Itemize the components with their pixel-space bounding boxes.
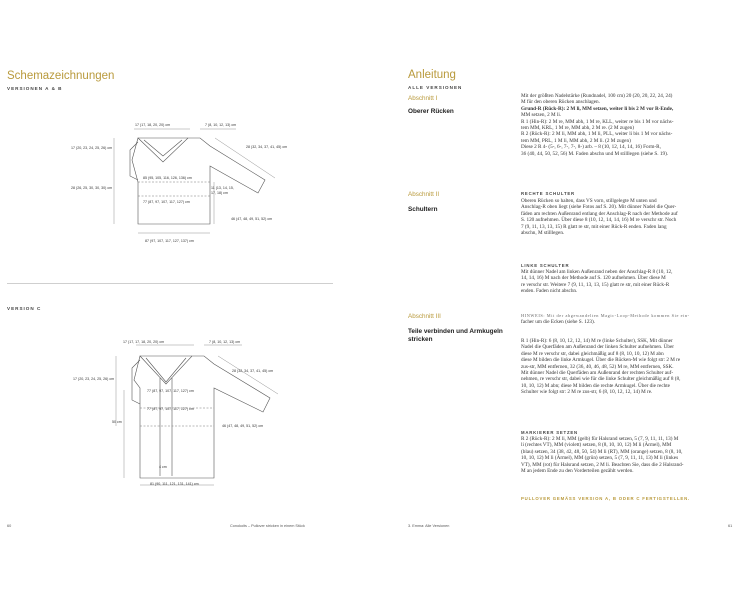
ab-measure-waist: 77 (87, 97, 107, 117, 127) cm: [143, 200, 190, 204]
closing-instruction: PULLOVER GEMÄSS VERSION A, B ODER C FERTIGSTELLEN.: [521, 496, 690, 501]
c-measure-top-neck: 17 (17, 17, 18, 20, 20) cm: [123, 340, 165, 344]
c-measure-left-upper: 17 (20, 23, 24, 25, 26) cm: [73, 377, 115, 381]
paragraph-oberer-ruecken: Mit der größten Nadelstärke (Rundnadel, 100 cm) 20 (20, 20, 22, 24, 24) M für den oberen Rücken anschlagen. Grund-R (Rück-R): 2 M li, MM setzen, weiter li bis 2 M vor R-Ende, MM setzen, 2 M li. R 1 (Hin-R): 2 M re, MM abh, 1 M re, KLL, weiter re bis 1 M vor nächs- tem MM, KRL, 1 M re, MM abh, 2 M re. (2 M zugen) R 2 (Rück-R): 2 M li, MM abh, 1 M li, PLL, weiter li bis 1 M vor nächs- tem MM, PRL, 1 M li, MM abh, 2 M li. (2 M zugen) Diese 2 R 4- (5-, 6-, 7-, 7-, 8-) arb. – 8 (10, 12, 14, 14, 16) Form-R, 36 (40, 44, 50, 52, 56) M. Faden abschn und M stilllegen (siehe S. 19).: [521, 93, 674, 157]
c-measure-chest: 77 (87, 97, 107, 117, 127) cm: [147, 389, 194, 393]
c-measure-hem: 81 (90, 111, 121, 131, 141) cm: [150, 482, 199, 486]
section-3-title: Teile verbinden und Armkugeln stricken: [408, 328, 503, 343]
ab-measure-side: 11 (13, 14, 15, 17, 18) cm: [211, 186, 234, 195]
section-1-title: Oberer Rücken: [408, 108, 454, 115]
c-measure-cuff: 46 (47, 48, 49, 51, 52) cm: [222, 424, 264, 428]
section-2-label: Abschnitt II: [408, 191, 440, 198]
c-sleeve-left: [132, 360, 140, 404]
ab-measure-hem: 87 (97, 107, 117, 127, 137) cm: [145, 239, 194, 243]
paragraph-rechte-schulter: Oberen Rücken so halten, dass VS vorn, stillgelegte M unten und Anschlag-R oben liegt (siehe Fotos auf S. 20). Mit dünner Nadel die Quer- fäden am rechten Außenrand entlang der Anschlag-R nach der Methode auf S. 120 aufnehmen. Über diese 8 (10, 12, 14, 14, 16) M re verschr str. Noch 7 (9, 11, 13, 13, 15) R glatt re str, mit einer Rück-R enden. Faden lang abschn, M stilllegen.: [521, 198, 678, 237]
ab-measure-sleeve: 28 (32, 34, 37, 41, 45) cm: [246, 145, 288, 149]
schematic-ab: [60, 120, 310, 250]
c-front-band: [146, 358, 186, 476]
c-body-outline: [134, 356, 270, 478]
c-measure-waist: 77 (87, 97, 107, 117, 127) cm: [147, 407, 194, 411]
section-2-title: Schultern: [408, 206, 438, 213]
hinweis-note: HINWEIS: Mit der abgewandelten Magic-Loop-Methode kommen Sie ein- facher um die Ecken (siehe S. 123).: [521, 313, 690, 326]
ab-measure-top-shoulder: 7 (8, 10, 12, 13) cm: [205, 123, 237, 127]
ab-measure-left-upper: 17 (20, 23, 24, 25, 26) cm: [71, 146, 113, 150]
footer-page-left: 60: [7, 524, 12, 528]
footer-page-right: 61: [728, 524, 733, 528]
section-1-label: Abschnitt I: [408, 95, 438, 102]
left-divider: [7, 283, 333, 284]
subtitle-all-versions: ALLE VERSIONEN: [408, 85, 463, 90]
footer-text-right: 3. Emma: Alle Versionen: [408, 524, 450, 528]
paragraph-linke-schulter: Mit dünner Nadel am linken Außenrand neben der Anschlag-R 8 (10, 12, 14, 14, 16) M nach der Methode auf S. 120 aufnehmen. Über diese M re verschr str. Weitere 7 (9, 11, 13, 13, 15) glatt re str, mit einer Rück-R enden. Faden nicht abschn.: [521, 269, 673, 295]
ab-measure-left-lower: 28 (26, 25, 30, 30, 30) cm: [71, 186, 113, 190]
ab-measure-chest: 85 (95, 105, 116, 126, 136) cm: [143, 176, 192, 180]
heading-rechte-schulter: RECHTE SCHULTER: [521, 191, 575, 196]
paragraph-markierer: R 2 (Rück-R): 2 M li, MM (gelb) für Halsrand setzen, 5 (7, 9, 11, 11, 13) M li (rechtes VT), MM (violett) setzen, 8 (8, 10, 10, 12) M li (Ärmel), MM (blau) setzen, 34 (38, 42, 48, 50, 54) M li (RT), MM (orange) setzen, 8 (8, 10, 10, 10, 12) M li (Ärmel), MM (grün) setzen, 5 (7, 9, 11, 11, 13) M li (linkes VT), MM (rot) für Halsrand setzen, 2 M li. Beachten Sie, dass die 2 Halsrand- M an jedem Ende zu den Vorderteilen gezählt werden.: [521, 436, 684, 475]
page-title-right: Anleitung: [408, 69, 456, 81]
schematic-c: [60, 330, 310, 500]
section-3-label: Abschnitt III: [408, 313, 441, 320]
heading-linke-schulter: LINKE SCHULTER: [521, 263, 570, 268]
c-measure-length: 50 cm: [112, 420, 122, 424]
c-measure-band: 4 cm: [159, 465, 167, 469]
ab-sleeve-left: [130, 142, 138, 180]
ab-body-outline: [132, 138, 265, 224]
paragraph-teile-verbinden: R 1 (Hin-R): 6 (8, 10, 12, 12, 14) M re (linke Schulter), SSK, Mit dünner Nadel die Querfäden am Außenrand der linken Schulter aufnehmen. Über diese M re verschr str, dabei gleichmäßig auf 8 (8, 10, 10, 12) M abn diese M bilden die linke Armkugel. Über die Rücken-M wie folgt str: 2 M re zus-str, MM entfernen, 32 (36, 40, 46, 48, 52) M re, MM entfernen, SSK. Mit dünner Nadel die Querfäden am Außenrand der rechten Schulter auf- nehmen, re verschr str, dabei wie für die linke Schulter gleichmäßig auf 8 (8, 10, 10, 12) M abn; diese M bilden die rechte Armkugel. Über die rechte Schulter wie folgt str: 2 M re zus-str, 6 (8, 10, 12, 12, 14) M re.: [521, 338, 681, 396]
ab-measure-cuff: 46 (47, 48, 49, 51, 52) cm: [231, 217, 273, 221]
subtitle-versions-ab: VERSIONEN A & B: [7, 86, 63, 91]
footer-text-left: Conokoits – Pullover stricken in einem Stück: [230, 524, 305, 528]
subtitle-version-c: VERSION C: [7, 306, 42, 311]
ab-measure-top-neck: 17 (17, 18, 20, 20) cm: [135, 123, 171, 127]
c-measure-sleeve: 28 (32, 34, 37, 41, 45) cm: [232, 369, 274, 373]
heading-markierer-setzen: MARKIERER SETZEN: [521, 430, 578, 435]
ab-neckline-v: [144, 140, 182, 156]
page-title-left: Schemazeichnungen: [7, 70, 115, 82]
c-measure-top-shoulder: 7 (8, 10, 12, 13) cm: [209, 340, 241, 344]
